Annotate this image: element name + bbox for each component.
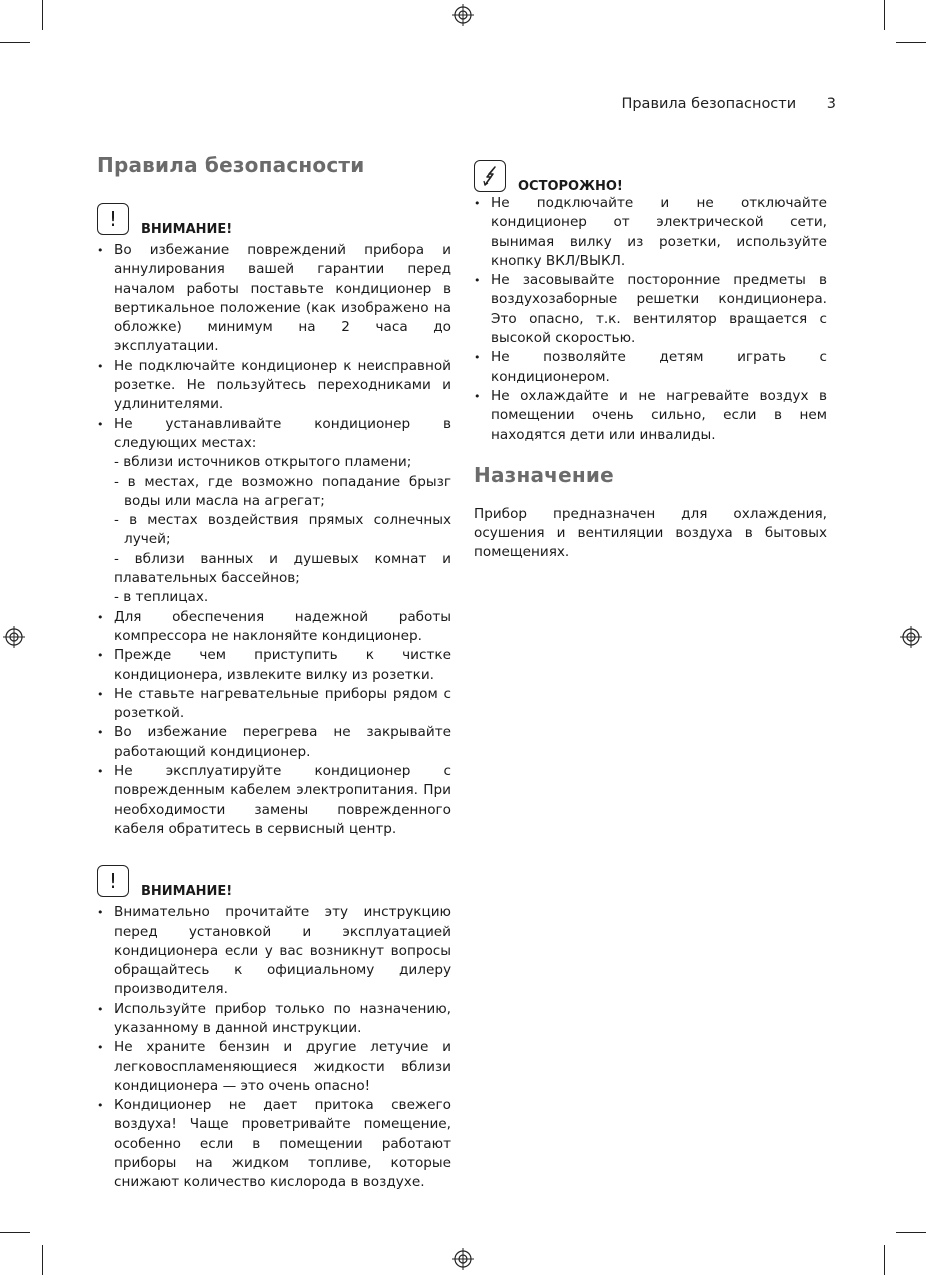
left-column [97,150,451,1193]
warning-block-header [97,199,451,235]
list-item: • Кондиционер не дает притока свежего воздуха! Чаще проветривайте помещение, особенно если в помещении работают приборы на жидком топливе, которые снижают количество кислорода в воздухе. [97,1096,451,1192]
warning-list [97,903,451,1192]
warning-block-header [97,861,451,900]
list-item: • Не подключайте и не отключайте кондиционер от электрической сети, вынимая вилку из розетки, используйте кнопку ВКЛ/ВЫКЛ. [474,194,827,271]
running-header [621,96,836,112]
section-heading: Назначение [474,462,614,487]
list-item: • Не устанавливайте кондиционер в следующих местах: [97,415,451,454]
exclamation-icon: ! [97,203,129,235]
sub-list-item: - вблизи ванных и душевых комнат и плавательных бассейнов; [114,550,451,587]
exclamation-icon: ! [97,865,129,897]
list-item: • Не позволяйте детям играть с кондиционером. [474,348,827,387]
list-item: • Не храните бензин и другие летучие и легковоспламеняющиеся жидкости вблизи кондиционера — это очень опасно! [97,1038,451,1096]
list-item: • Не охлаждайте и не нагревайте воздух в помещении очень сильно, если в нем находятся дети или инвалиды. [474,387,827,445]
header-title: Правила безопасности [621,96,797,112]
list-item: • Не эксплуатируйте кондиционер с поврежденным кабелем электропитания. При необходимости замены поврежденного кабеля обратитесь в сервисный центр. [97,762,451,839]
list-item: • Не ставьте нагревательные приборы рядом с розеткой. [97,685,451,724]
warning-label: ВНИМАНИЕ! [141,222,233,237]
warning-label: ВНИМАНИЕ! [141,884,233,900]
purpose-text: Прибор предназначен для охлаждения, осушения и вентиляции воздуха в бытовых помещениях. [474,505,827,561]
crop-mark [896,1232,926,1233]
crop-mark [884,0,885,30]
registration-mark-icon [3,626,25,648]
caution-list [474,194,827,445]
registration-mark-icon [452,4,474,26]
crop-mark [896,42,926,43]
warning-list [97,608,451,840]
electric-shock-icon [474,160,506,192]
sub-list-item: - в местах, где возможно попадание брызг воды или масла на агрегат; [114,473,451,509]
caution-label: ОСТОРОЖНО! [518,179,623,194]
list-item: • Для обеспечения надежной работы компрессора не наклоняйте кондиционер. [97,608,451,647]
right-column [474,150,827,563]
sub-list-item: - в теплицах. [114,589,209,606]
sub-list-item: - в местах воздействия прямых солнечных лучей; [114,512,451,548]
list-item: • Прежде чем приступить к чистке кондиционера, извлеките вилку из розетки. [97,646,451,685]
page-number: 3 [826,96,836,112]
crop-mark [884,1245,885,1275]
section-heading: Правила безопасности [97,153,365,177]
caution-block-header [474,156,827,192]
crop-mark [42,1245,43,1275]
registration-mark-icon [900,626,922,648]
list-item: • Не засовывайте посторонние предметы в воздухозаборные решетки кондиционера. Это опасно, т.к. вентилятор вращается с высокой скоростью. [474,271,827,348]
sub-list-item: - вблизи источников открытого пламени; [114,454,412,471]
list-item: • Используйте прибор только по назначению, указанному в данной инструкции. [97,1000,451,1039]
registration-mark-icon [452,1248,474,1270]
list-item: • Во избежание повреждений прибора и аннулирования вашей гарантии перед началом работы поставьте кондиционер в вертикальное положение (как изображено на обложке) минимум на 2 часа до эксплуатации. [97,241,451,357]
list-item: • Во избежание перегрева не закрывайте работающий кондиционер. [97,723,451,762]
list-item: • Внимательно прочитайте эту инструкцию перед установкой и эксплуатацией кондиционера если у вас возникнут вопросы обращайтесь к официальному дилеру производителя. [97,903,451,999]
crop-mark [0,42,30,43]
list-item: • Не подключайте кондиционер к неисправной розетке. Не пользуйтесь переходниками и удлинителями. [97,357,451,415]
crop-mark [42,0,43,30]
warning-list [97,241,451,453]
crop-mark [0,1232,30,1233]
